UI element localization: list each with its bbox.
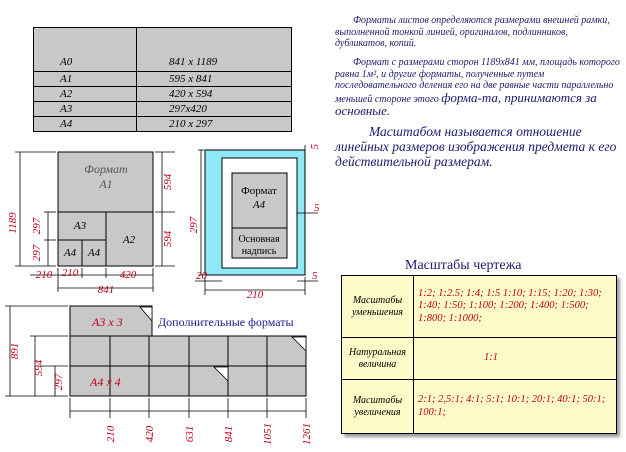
scales-table — [341, 275, 617, 434]
x-tick-label: 420 — [144, 425, 156, 443]
format-size: 595 x 841 — [137, 72, 292, 87]
additional-formats-title: Дополнительные форматы — [158, 315, 294, 329]
label-line: Натуральная — [348, 346, 407, 358]
label-line: увеличения — [354, 406, 401, 418]
dim-20: 20 — [196, 270, 207, 282]
format-division-diagram — [0, 145, 175, 297]
a4-format-diagram — [190, 145, 330, 300]
label-line: величина — [358, 358, 397, 370]
format-name: A0 — [34, 28, 137, 72]
label-a1: A1 — [99, 177, 113, 191]
format-name: A3 — [34, 102, 137, 117]
dim-5: 5 — [312, 270, 318, 282]
label-a4x4: A4 x 4 — [90, 375, 121, 389]
dim-210: 210 — [61, 267, 79, 279]
dim-5: 5 — [314, 202, 320, 214]
sheet-row-middle — [70, 336, 306, 366]
scale-values: 1:1 — [414, 338, 617, 380]
table-row — [34, 72, 292, 87]
label-format: Формат — [241, 185, 277, 197]
table-row — [342, 338, 617, 380]
label-a4: A4 — [87, 247, 101, 259]
label-a2: A2 — [122, 234, 136, 246]
scale-label — [342, 380, 414, 434]
format-size: 297x420 — [137, 102, 292, 117]
format-name: A2 — [34, 87, 137, 102]
table-row — [34, 102, 292, 117]
stamp-line1: Основная — [238, 234, 280, 245]
dim-594: 594 — [162, 173, 174, 191]
dim-297: 297 — [31, 217, 43, 235]
format-size: 841 x 1189 — [137, 28, 292, 72]
dim-594: 594 — [33, 359, 45, 377]
scale-label — [342, 276, 414, 338]
dim-5: 5 — [309, 144, 321, 150]
x-tick-label: 631 — [184, 425, 196, 443]
format-size: 210 x 297 — [137, 117, 292, 132]
format-name: A4 — [34, 117, 137, 132]
x-tick-label: 1051 — [262, 423, 274, 445]
stamp-line2: надпись — [241, 246, 277, 257]
table-row — [34, 87, 292, 102]
formats-table — [33, 27, 292, 132]
scale-values: 1:2; 1:2.5; 1:4; 1:5 1:10; 1:15; 1:20; 1:30; 1:40; 1:50; 1:100; 1:200; 1:400; 1:500; 1:800; 1:1000; — [414, 276, 617, 338]
dim-1189: 1189 — [7, 212, 19, 234]
paragraph-scale-definition: Масштабом называется отношение линейных размеров изображения предмета к его действительной размерам. — [335, 124, 617, 169]
label-a3x3: A3 x 3 — [92, 315, 123, 329]
paragraph-text: Формат с размерами сторон 1189х841 мм, площадь которого равна 1м², и другие форматы, полученные путем последовательного деления его на две равные части параллельно меньшей стороне этого — [335, 57, 620, 105]
label-a3: A3 — [73, 220, 87, 232]
label-format: Формат — [84, 162, 128, 176]
scale-values: 2:1; 2,5:1; 4:1; 5:1; 10:1; 20:1; 40:1; 50:1; 100:1; — [414, 380, 617, 434]
table-row — [34, 28, 292, 72]
dim-297: 297 — [188, 216, 200, 234]
dim-210: 210 — [246, 289, 264, 301]
label-line: Масштабы — [352, 394, 403, 406]
table-row — [34, 117, 292, 132]
dim-210: 210 — [35, 269, 53, 281]
paragraph-formats-definition: Форматы листов определяются размерами внешней рамки, выполненной тонкой линией, оригиналов, подлинников, дубликатов, копий. — [335, 15, 610, 49]
label-line: Масштабы — [352, 294, 403, 306]
table-row — [342, 276, 617, 338]
additional-formats-diagram — [0, 296, 330, 452]
dim-841: 841 — [97, 284, 115, 296]
table-row — [342, 380, 617, 434]
label-line: уменьшения — [351, 306, 404, 318]
label-a4: A4 — [252, 199, 266, 211]
dim-297: 297 — [53, 373, 65, 391]
dim-297: 297 — [31, 244, 43, 262]
dim-891: 891 — [9, 342, 21, 360]
paragraph-basic-formats — [335, 57, 620, 119]
dim-594: 594 — [162, 230, 174, 248]
scales-title: Масштабы чертежа — [405, 258, 522, 273]
paragraph-emphasis: форма-та, принимаются за основные. — [335, 89, 597, 118]
scale-label — [342, 338, 414, 380]
x-tick-label: 1261 — [301, 423, 313, 445]
x-tick-label: 841 — [223, 425, 235, 443]
dim-420: 420 — [119, 269, 137, 281]
x-tick-label: 210 — [105, 425, 117, 443]
label-a4: A4 — [63, 247, 77, 259]
format-name: A1 — [34, 72, 137, 87]
format-size: 420 x 594 — [137, 87, 292, 102]
